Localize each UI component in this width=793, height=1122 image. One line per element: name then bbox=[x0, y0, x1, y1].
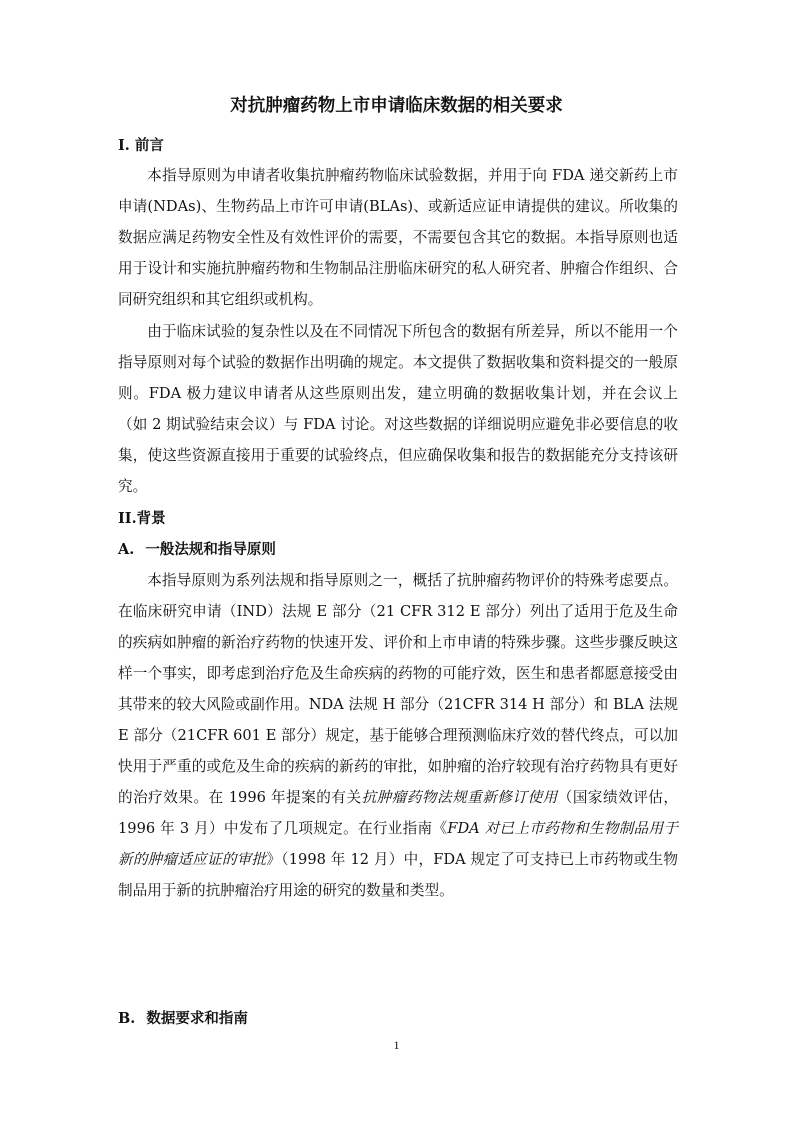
section-heading-intro bbox=[118, 136, 164, 156]
italic-guidance-title: FDA 对已上市药物和生物制品用于新的肿瘤适应证的审批 bbox=[118, 820, 678, 868]
document-title: 对抗肿瘤药物上市申请临床数据的相关要求 bbox=[230, 96, 563, 116]
paragraph-text: （国家绩效评估，1996 年 3 月）中发布了几项规定。在行业指南《 bbox=[118, 789, 678, 837]
intro-paragraph-1: 本指导原则为申请者收集抗肿瘤药物临床试验数据，并用于向 FDA 递交新药上市申请(NDAs)、生物药品上市许可申请(BLAs)、或新适应证申请提供的建议。所收集的数据应满足药物安全性及有效性评价的需要，不需要包含其它的数据。本指导原则也适用于设计和实施抗肿瘤药物和生物制品注册临床研究的私人研究者、肿瘤合作组织、合同研究组织和其它组织或机构。 bbox=[118, 167, 678, 308]
section-title: 前言 bbox=[134, 138, 164, 154]
italic-title: 抗肿瘤药物法规重新修订使用 bbox=[361, 789, 558, 806]
subsection-heading-a bbox=[118, 540, 276, 560]
paragraph-text: 》（1998 年 12 月）中，FDA 规定了可支持已上市药物或生物制品用于新的抗肿瘤治疗用途的研究的数量和类型。 bbox=[118, 851, 678, 899]
page-number: 1 bbox=[393, 1038, 400, 1052]
section-heading-background bbox=[118, 509, 166, 529]
subsection-number: A. bbox=[118, 541, 135, 558]
section-title: 背景 bbox=[136, 511, 166, 527]
section-number: I. bbox=[118, 137, 130, 154]
subsection-number: B. bbox=[118, 1010, 136, 1027]
subsection-heading-b bbox=[118, 1009, 248, 1029]
background-a-paragraph bbox=[118, 565, 678, 906]
paragraph-text: 本指导原则为系列法规和指导原则之一，概括了抗肿瘤药物评价的特殊考虑要点。在临床研究申请（IND）法规 E 部分（21 CFR 312 E 部分）列出了适用于危及生命的疾病如肿瘤的新治疗药物的快速开发、评价和上市申请的特殊步骤。这些步骤反映这样一个事实，即考虑到治疗危及生命疾病的药物的可能疗效，医生和患者都愿意接受由其带来的较大风险或副作用。NDA 法规 H 部分（21CFR 314 H 部分）和 BLA 法规 E 部分（21CFR 601 E 部分）规定，基于能够合理预测临床疗效的替代终点，可以加快用于严重的或危及生命的疾病的新药的审批，如肿瘤的治疗较现有治疗药物具有更好的治疗效果。在 1996 年提案的有关 bbox=[118, 572, 678, 806]
subsection-title: 一般法规和指导原则 bbox=[145, 542, 276, 558]
intro-paragraph-2: 由于临床试验的复杂性以及在不同情况下所包含的数据有所差异，所以不能用一个指导原则对每个试验的数据作出明确的规定。本文提供了数据收集和资料提交的一般原则。FDA 极力建议申请者从这些原则出发，建立明确的数据收集计划，并在会议上（如 2 期试验结束会议）与 FDA 讨论。对这些数据的详细说明应避免非必要信息的收集，使这些资源直接用于重要的试验终点，但应确保收集和报告的数据能充分支持该研究。 bbox=[118, 323, 678, 495]
subsection-title: 数据要求和指南 bbox=[146, 1011, 248, 1027]
section-number: II. bbox=[118, 510, 137, 527]
